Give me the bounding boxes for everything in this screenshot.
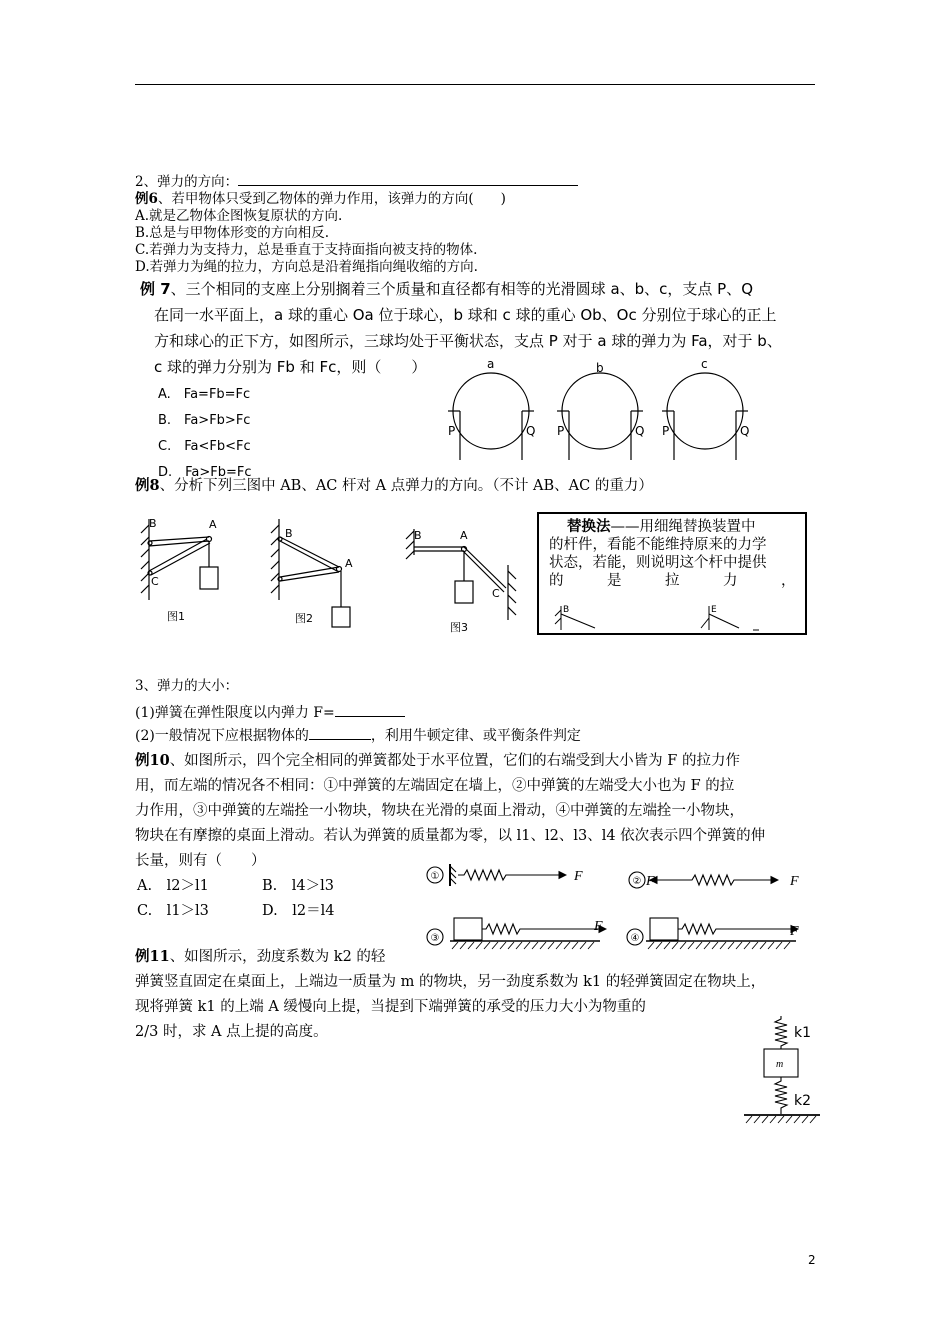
example-6-option-a: A.就是乙物体企图恢复原状的方向. xyxy=(135,208,343,224)
section-3-title: 3、弹力的大小： xyxy=(135,678,239,694)
example-7-line-4: c 球的弹力分别为 Fb 和 Fc，则（ ） xyxy=(154,358,427,376)
example-7-line-2: 在同一水平面上，a 球的重心 Oa 位于球心，b 球和 c 球的重心 Ob、Oc 分别位于球心的正上 xyxy=(154,306,777,324)
label-a: a xyxy=(487,357,495,371)
example-10-line-3: 力作用，③中弹簧的左端拴一小物块，物块在光滑的桌面上滑动，④中弹簧的左端拴一小物块， xyxy=(135,803,744,819)
example-7-option-b: B. Fa>Fb>Fc xyxy=(158,413,251,428)
label-m: m xyxy=(776,1059,784,1070)
fig1-label-a: A xyxy=(209,518,217,531)
label-q-a: Q xyxy=(526,424,536,438)
example-10-line-1: 例10、如图所示，四个完全相同的弹簧都处于水平位置，它们的右端受到大小皆为 F 的拉力作 xyxy=(135,752,740,769)
ball-c xyxy=(667,373,743,449)
fig3-label-b: B xyxy=(414,529,422,542)
label-q-c: Q xyxy=(740,424,750,438)
example-7-line-3: 方和球心的正下方，如图所示，三球均处于平衡状态，支点 P 对于 a 球的弹力为 Fa，对于 b、 xyxy=(154,332,782,350)
example-11-line-4: 2/3 时，求 A 点上提的高度。 xyxy=(135,1024,328,1040)
label-p-a: P xyxy=(448,424,456,438)
example-7-option-c: C. Fa<Fb<Fc xyxy=(158,439,251,454)
fig2-label-a: A xyxy=(345,557,353,570)
replacement-method-text: 替换法——用细绳替换装置中 的杆件，看能不能维持原来的力学 状态，若能，则说明这个杆中提供 的 是 拉 力 ， xyxy=(549,518,796,589)
circle-label-1: ① xyxy=(430,871,440,882)
header-rule xyxy=(135,84,815,85)
fig1-label-b: B xyxy=(149,517,157,530)
ball-b xyxy=(562,373,638,449)
force-label-4: F xyxy=(790,924,799,939)
springs-figure xyxy=(420,858,820,953)
example-6-option-d: D.若弹力为绳的拉力，方向总是沿着绳指向绳收缩的方向. xyxy=(135,259,478,275)
fig3-caption: 图3 xyxy=(450,621,468,634)
example-8-stem: 例8、分析下列三图中 AB、AC 杆对 A 点弹力的方向。（不计 AB、AC 的重力） xyxy=(135,477,653,494)
force-label-3: F xyxy=(594,919,603,934)
circle-label-4: ④ xyxy=(630,933,640,944)
example-11-line-2: 弹簧竖直固定在桌面上，上端边一质量为 m 的物块，另一劲度系数为 k1 的轻弹簧固定在物块上， xyxy=(135,974,766,990)
fig1-label-c: C xyxy=(151,575,159,588)
example-10-option-d: D. l2＝l4 xyxy=(262,903,335,919)
figure-3 xyxy=(400,525,520,640)
example-10-line-2: 用，而左端的情况各不相同：①中弹簧的左端固定在墙上，②中弹簧的左端受大小也为 F 的拉 xyxy=(135,778,735,794)
example-6-stem: 例6、若甲物体只受到乙物体的弹力作用，该弹力的方向( ) xyxy=(135,191,506,207)
example-11-line-1: 例11、如图所示，劲度系数为 k2 的轻 xyxy=(135,948,386,965)
example-6-option-c: C.若弹力为支持力，总是垂直于支持面指向被支持的物体. xyxy=(135,242,478,258)
circle-label-2: ② xyxy=(632,876,642,887)
example-10-option-a: A. l2＞l1 xyxy=(137,878,209,894)
sketch-label-b: B xyxy=(563,605,570,615)
example-7-option-d: D. Fa>Fb=Fc xyxy=(158,465,252,480)
label-q-b: Q xyxy=(635,424,645,438)
label-p-c: P xyxy=(662,424,670,438)
label-k1: k1 xyxy=(794,1025,812,1041)
hatch-3 xyxy=(452,942,594,949)
figure-2 xyxy=(265,515,365,630)
example-6-option-b: B.总是与甲物体形变的方向相反. xyxy=(135,225,330,241)
label-k2: k2 xyxy=(794,1093,812,1109)
example-11-line-3: 现将弹簧 k1 的上端 A 缓慢向上提，当提到下端弹簧的承受的压力大小为物重的 xyxy=(135,999,646,1015)
fig3-label-c: C xyxy=(492,587,500,600)
fig3-label-a: A xyxy=(460,529,468,542)
label-c: c xyxy=(701,357,708,371)
label-b: b xyxy=(596,361,604,375)
label-p-b: P xyxy=(557,424,565,438)
sketch-label-e: E xyxy=(711,605,717,615)
fig2-label-b: B xyxy=(285,527,293,540)
example-7-line-1: 例 7、三个相同的支座上分别搁着三个质量和直径都有相等的光滑圆球 a、b、c，支点 P、Q xyxy=(140,280,754,298)
hatch-4 xyxy=(648,942,790,949)
circle-label-3: ③ xyxy=(430,933,440,944)
ball-a xyxy=(453,373,529,449)
two-springs-figure xyxy=(742,1010,832,1135)
page-number: 2 xyxy=(808,1253,816,1267)
example-10-option-c: C. l1＞l3 xyxy=(137,903,209,919)
section-3-line-2: (2)一般情况下应根据物体的 ，利用牛顿定律、或平衡条件判定 xyxy=(135,728,581,744)
figure-1 xyxy=(135,515,255,625)
fig1-caption: 图1 xyxy=(167,610,185,623)
example-10-option-b: B. l4＞l3 xyxy=(262,878,334,894)
force-label-2-right: F xyxy=(790,874,799,889)
replacement-method-sketch xyxy=(539,514,805,633)
fig2-caption: 图2 xyxy=(295,612,313,625)
example-10-line-4: 物块在有摩擦的桌面上滑动。若认为弹簧的质量都为零，以 l1、l2、l3、l4 依次表示四个弹簧的伸 xyxy=(135,828,766,844)
section-2-title: 2、弹力的方向： xyxy=(135,174,578,191)
force-label-2-left: F xyxy=(646,874,655,889)
force-label-1: F xyxy=(574,869,583,884)
replacement-method-box xyxy=(537,512,807,635)
example-10-line-5: 长量，则有（ ） xyxy=(135,853,266,869)
section-3-line-1: (1)弹簧在弹性限度以内弹力 F= xyxy=(135,703,405,723)
example-7-option-a: A. Fa=Fb=Fc xyxy=(158,387,251,402)
three-balls-figure xyxy=(440,355,820,465)
